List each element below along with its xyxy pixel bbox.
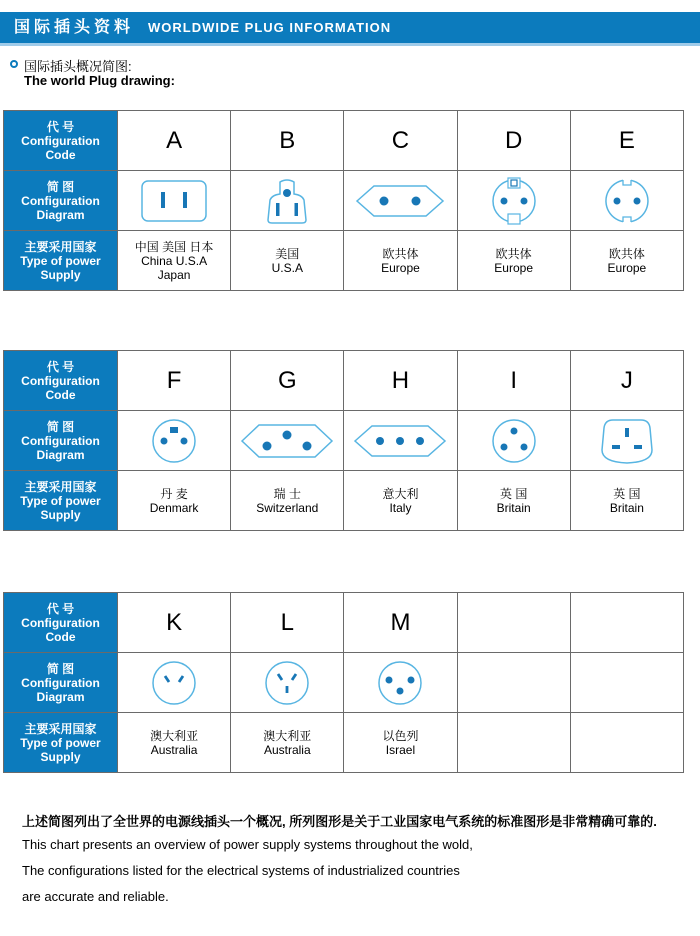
- country-cell: [231, 471, 344, 531]
- plug-diagram-cell: [118, 171, 231, 231]
- country-cell: [344, 471, 457, 531]
- footer-en-line: are accurate and reliable.: [22, 889, 169, 904]
- country-cell: [570, 231, 683, 291]
- country-name-en: Italy: [389, 500, 412, 515]
- round-three-pin-icon: [458, 416, 570, 466]
- europlug-icon: [344, 181, 456, 221]
- plug-code-g: G: [231, 351, 344, 411]
- plug-code-a: A: [118, 111, 231, 171]
- plug-table: [3, 350, 684, 531]
- country-name-cn: 欧共体: [495, 246, 532, 261]
- country-name-en: Israel: [385, 742, 416, 757]
- empty-cell: [570, 653, 683, 713]
- header-title: [14, 12, 391, 43]
- bullet-icon: [10, 60, 18, 68]
- country-name-en: Europe: [381, 260, 420, 275]
- flat-two-pin-icon: [118, 178, 230, 224]
- plug-diagram-cell: [457, 171, 570, 231]
- plug-code-b: B: [231, 111, 344, 171]
- empty-cell: [457, 713, 570, 773]
- country-cell: [118, 713, 231, 773]
- intro-cn: 国际插头概况简图:: [24, 59, 132, 74]
- country-name-en: Britain: [609, 500, 644, 515]
- empty-cell: [570, 713, 683, 773]
- row-label-type: 主要采用国家 Type of power Supply: [4, 713, 118, 773]
- israel-plug-icon: [344, 658, 456, 708]
- plug-diagram-cell: [231, 171, 344, 231]
- country-cell: [570, 471, 683, 531]
- header-title-en: WORLDWIDE PLUG INFORMATION: [148, 20, 392, 35]
- plug-code-m: M: [344, 593, 457, 653]
- header-title-cn: 国际插头资料: [14, 19, 135, 36]
- plug-table: [3, 110, 684, 291]
- country-name-cn: 澳大利亚: [150, 728, 199, 743]
- country-name-en: Britain: [496, 500, 531, 515]
- footer-en-line: The configurations listed for the electrical systems of industrialized countries: [22, 863, 460, 878]
- country-cell: [457, 231, 570, 291]
- plug-code-i: I: [457, 351, 570, 411]
- row-label-code: 代 号 Configuration Code: [4, 593, 118, 653]
- country-name-en: Europe: [607, 260, 647, 275]
- country-cell: [231, 713, 344, 773]
- plug-code-c: C: [344, 111, 457, 171]
- plug-diagram-cell: [231, 411, 344, 471]
- country-name-cn: 意大利: [382, 486, 419, 501]
- header-underline: [0, 43, 700, 46]
- row-label-code: 代 号 Configuration Code: [4, 111, 118, 171]
- country-cell: [231, 231, 344, 291]
- country-name-cn: 瑞 士: [273, 486, 301, 501]
- country-name-cn: 欧共体: [608, 246, 645, 261]
- plug-table: [3, 592, 684, 773]
- country-name-cn: 英 国: [613, 486, 641, 501]
- plug-diagram-cell: [570, 411, 683, 471]
- row-label-type: 主要采用国家 Type of power Supply: [4, 231, 118, 291]
- footer-cn: 上述简图列出了全世界的电源线插头一个概况, 所列图形是关于工业国家电气系统的标准图形是非常精确可靠的.: [22, 814, 657, 829]
- country-name-en: Switzerland: [256, 500, 319, 515]
- plug-diagram-cell: [457, 411, 570, 471]
- footer-en-line: This chart presents an overview of power supply systems throughout the wold,: [22, 837, 473, 852]
- plug-code-j: J: [570, 351, 683, 411]
- country-cell: [118, 471, 231, 531]
- plug-code-h: H: [344, 351, 457, 411]
- australian-two-pin-icon: [118, 658, 230, 708]
- country-cell: [344, 713, 457, 773]
- row-label-code: 代 号 Configuration Code: [4, 351, 118, 411]
- plug-code-e: E: [570, 111, 683, 171]
- plug-code-d: D: [457, 111, 570, 171]
- schuko-notch-icon: [571, 176, 683, 226]
- empty-cell: [570, 593, 683, 653]
- country-name-cn: 澳大利亚: [263, 728, 312, 743]
- plug-code-l: L: [231, 593, 344, 653]
- row-label-diagram: 简 图 Configuration Diagram: [4, 171, 118, 231]
- country-name-en: Denmark: [149, 500, 199, 515]
- danish-plug-icon: [118, 416, 230, 466]
- country-name-cn: 欧共体: [382, 246, 419, 261]
- country-name-en: Europe: [494, 260, 533, 275]
- country-name-cn: 中国 美国 日本: [134, 239, 214, 254]
- plug-diagram-cell: [570, 171, 683, 231]
- plug-diagram-cell: [344, 411, 457, 471]
- country-name-cn: 英 国: [499, 486, 528, 501]
- country-name-en: China U.S.A: [141, 253, 208, 268]
- empty-cell: [457, 653, 570, 713]
- country-name-cn: 以色列: [382, 728, 419, 743]
- plug-diagram-cell: [344, 171, 457, 231]
- country-name-en: Japan: [157, 267, 191, 282]
- row-label-type: 主要采用国家 Type of power Supply: [4, 471, 118, 531]
- swiss-plug-icon: [231, 420, 343, 462]
- plug-diagram-cell: [231, 653, 344, 713]
- plug-code-f: F: [118, 351, 231, 411]
- country-name-cn: 美国: [275, 246, 300, 261]
- schuko-clip-icon: [458, 176, 570, 226]
- plug-code-k: K: [118, 593, 231, 653]
- country-name-en: Australia: [150, 742, 198, 757]
- country-name-en: U.S.A: [271, 260, 303, 275]
- empty-cell: [457, 593, 570, 653]
- country-name-cn: 丹 麦: [160, 486, 188, 501]
- country-cell: [457, 471, 570, 531]
- row-label-diagram: 简 图 Configuration Diagram: [4, 653, 118, 713]
- plug-diagram-cell: [344, 653, 457, 713]
- intro-en: The world Plug drawing:: [24, 73, 175, 88]
- row-label-diagram: 简 图 Configuration Diagram: [4, 411, 118, 471]
- british-square-pin-icon: [571, 416, 683, 466]
- flat-two-pin-ground-icon: [231, 176, 343, 226]
- plug-diagram-cell: [118, 653, 231, 713]
- country-cell: [118, 231, 231, 291]
- footer-notes: [22, 812, 682, 910]
- australian-three-pin-icon: [231, 658, 343, 708]
- country-cell: [344, 231, 457, 291]
- plug-diagram-cell: [118, 411, 231, 471]
- header-banner: [0, 12, 700, 43]
- country-name-en: Australia: [263, 742, 311, 757]
- italian-plug-icon: [344, 421, 456, 461]
